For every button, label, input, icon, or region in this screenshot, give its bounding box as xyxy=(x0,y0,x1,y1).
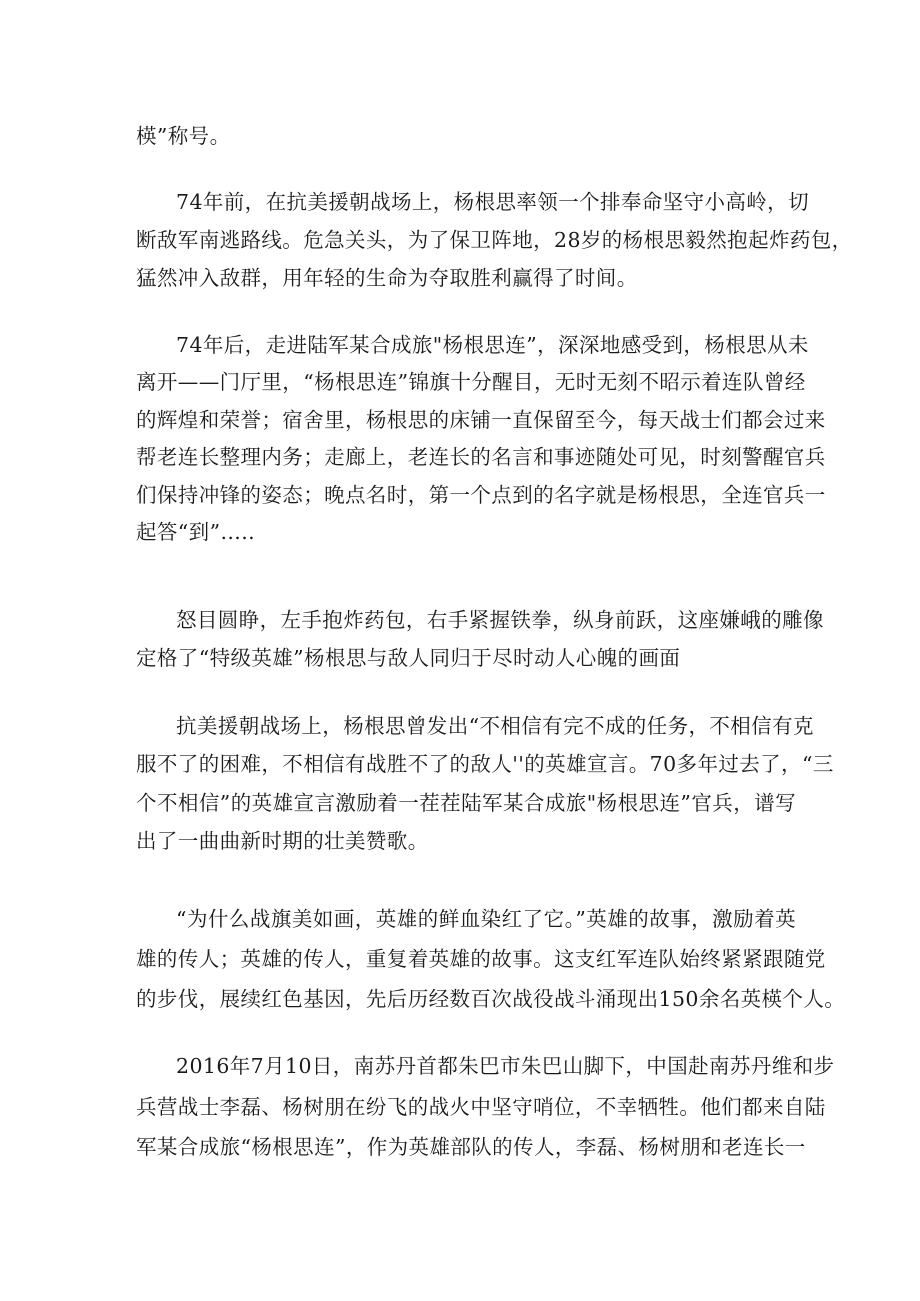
paragraph-2-line-2: 断敌军南逃路线。危急关头，为了保卫阵地，28岁的杨根思毅然抱起炸药包， xyxy=(136,228,853,252)
paragraph-3-line-4: 帮老连长整理内务；走廊上，老连长的名言和事迹随处可见，时刻警醒官兵 xyxy=(136,445,826,469)
paragraph-6-line-2: 雄的传人；英雄的传人，重复着英雄的故事。这支红军连队始终紧紧跟随党 xyxy=(136,947,826,971)
paragraph-7-line-3: 军某合成旅“杨根思连”，作为英雄部队的传人，李磊、杨树朋和老连长一 xyxy=(136,1135,806,1159)
paragraph-3-line-5: 们保持冲锋的姿态；晚点名时，第一个点到的名字就是杨根思，全连官兵一 xyxy=(136,483,826,507)
paragraph-4-line-1: 怒目圆睁，左手抱炸药包，右手紧握铁拳，纵身前跃，这座嫌峨的雕像 xyxy=(176,608,824,632)
paragraph-3-line-2: 离开——门厅里，“杨根思连”锦旗十分醒目，无时无刻不昭示着连队曾经 xyxy=(136,370,806,394)
paragraph-6-line-1: “为什么战旗美如画，英雄的鲜血染红了它。”英雄的故事，激励着英 xyxy=(176,907,796,931)
paragraph-5-line-1: 抗美援朝战场上，杨根思曾发出“不相信有完不成的任务，不相信有克 xyxy=(176,714,814,738)
paragraph-7-line-1: 2016年7月10日，南苏丹首都朱巴市朱巴山脚下，中国赴南苏丹维和步 xyxy=(176,1054,835,1078)
paragraph-3-line-1: 74年后，走进陆军某合成旅"杨根思连”，深深地感受到，杨根思从未 xyxy=(176,333,809,357)
paragraph-3-line-6: 起答“到”..... xyxy=(136,520,256,544)
paragraph-5-line-4: 出了一曲曲新时期的壮美赞歌。 xyxy=(136,829,429,853)
paragraph-1-line-1: 楧”称号。 xyxy=(136,124,231,148)
paragraph-5-line-2: 服不了的困难，不相信有战胜不了的敌人''的英雄宣言。70多年过去了，“三 xyxy=(136,752,834,776)
paragraph-6-line-3: 的步伐，展续红色基因，先后历经数百次战役战斗涌现出150余名英楧个人。 xyxy=(136,987,846,1011)
paragraph-5-line-3: 个不相信”的英雄宣言激励着一茬茬陆军某合成旅"杨根思连”官兵，谱写 xyxy=(136,791,796,815)
paragraph-3-line-3: 的辉煌和荣誉；宿舍里，杨根思的床铺一直保留至今，每天战士们都会过来 xyxy=(136,408,826,432)
paragraph-7-line-2: 兵营战士李磊、杨树朋在纷飞的战火中坚守哨位，不幸牺牲。他们都来自陆 xyxy=(136,1095,826,1119)
paragraph-4-line-2: 定格了“特级英雄”杨根思与敌人同归于尽时动人心魄的画面 xyxy=(136,646,681,670)
paragraph-2-line-1: 74年前，在抗美援朝战场上，杨根思率领一个排奉命坚守小高岭，切 xyxy=(176,190,809,214)
paragraph-2-line-3: 猛然冲入敌群，用年轻的生命为夺取胜利赢得了时间。 xyxy=(136,266,638,290)
